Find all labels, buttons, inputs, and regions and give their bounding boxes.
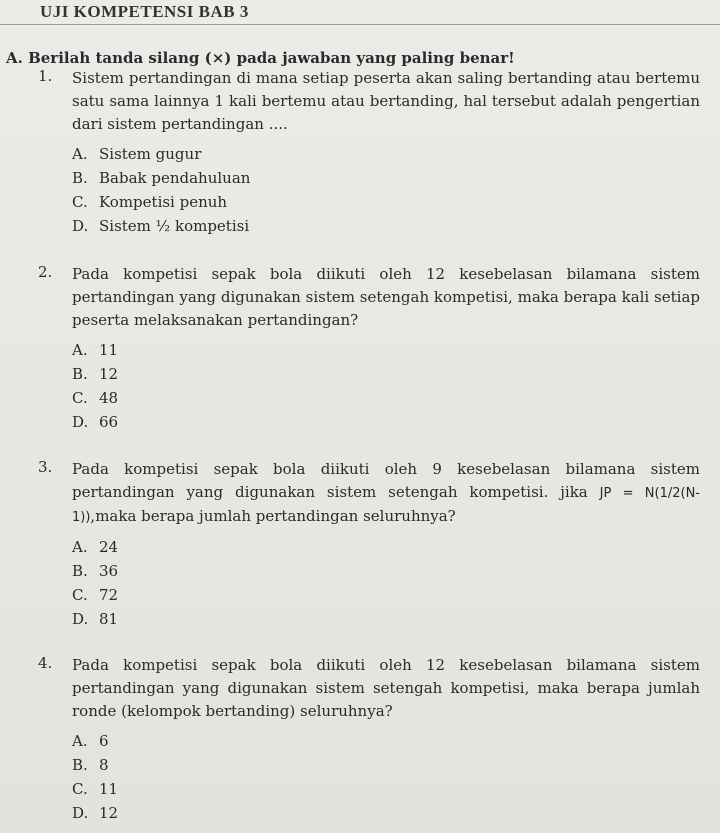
- question-text: Pada kompetisi sepak bola diikuti oleh 9 kesebelasan bilamana sistem pertandingan yang digunakan sistem setengah kompetisi. jika JP = N(1/2(N-1)),maka berapa jumlah pertandingan seluruhnya?: [72, 460, 700, 525]
- option-d[interactable]: D. 12: [72, 804, 119, 822]
- option-c[interactable]: C. Kompetisi penuh: [72, 193, 228, 211]
- question-1: [38, 67, 700, 238]
- option-b[interactable]: B. 8: [72, 756, 109, 774]
- question-number: 2.: [38, 263, 53, 281]
- options-list: [72, 142, 700, 238]
- question-text: Sistem pertandingan di mana setiap peserta akan saling bertanding atau bertemu satu sama lainnya 1 kali bertemu atau bertanding, hal tersebut adalah pengertian dari sistem pertandingan ....: [72, 69, 700, 133]
- option-c[interactable]: C. 11: [72, 780, 119, 798]
- question-number: 3.: [38, 458, 53, 476]
- option-b[interactable]: B. 12: [72, 365, 119, 383]
- page-header: UJI KOMPETENSI BAB 3: [40, 2, 249, 21]
- option-c[interactable]: C. 72: [72, 586, 119, 604]
- options-list: [72, 535, 700, 631]
- option-a[interactable]: A. 11: [72, 341, 119, 359]
- question-3: [38, 458, 700, 631]
- option-d[interactable]: D. 81: [72, 610, 119, 628]
- question-number: 4.: [38, 654, 53, 672]
- options-list: [72, 338, 700, 434]
- formula: JP = N(1/2(N-1)): [72, 486, 700, 525]
- option-b[interactable]: B. 36: [72, 562, 119, 580]
- question-text: Pada kompetisi sepak bola diikuti oleh 12 kesebelasan bilamana sistem pertandingan yang digunakan sistem setengah kompetisi, maka berapa jumlah ronde (kelompok bertanding) seluruhnya?: [72, 656, 700, 720]
- option-d[interactable]: D. Sistem ½ kompetisi: [72, 217, 250, 235]
- question-4: [38, 654, 700, 825]
- options-list: [72, 729, 700, 825]
- option-d[interactable]: D. 66: [72, 413, 119, 431]
- option-c[interactable]: C. 48: [72, 389, 119, 407]
- option-a[interactable]: A. 6: [72, 732, 109, 750]
- option-a[interactable]: A. Sistem gugur: [72, 145, 202, 163]
- section-instruction: A. Berilah tanda silang (×) pada jawaban yang paling benar!: [6, 49, 515, 67]
- header-divider: [0, 24, 720, 25]
- question-number: 1.: [38, 67, 53, 85]
- option-b[interactable]: B. Babak pendahuluan: [72, 169, 251, 187]
- question-text: Pada kompetisi sepak bola diikuti oleh 12 kesebelasan bilamana sistem pertandingan yang digunakan sistem setengah kompetisi, maka berapa kali setiap peserta melaksanakan pertandingan?: [72, 265, 700, 329]
- question-2: [38, 263, 700, 434]
- option-a[interactable]: A. 24: [72, 538, 119, 556]
